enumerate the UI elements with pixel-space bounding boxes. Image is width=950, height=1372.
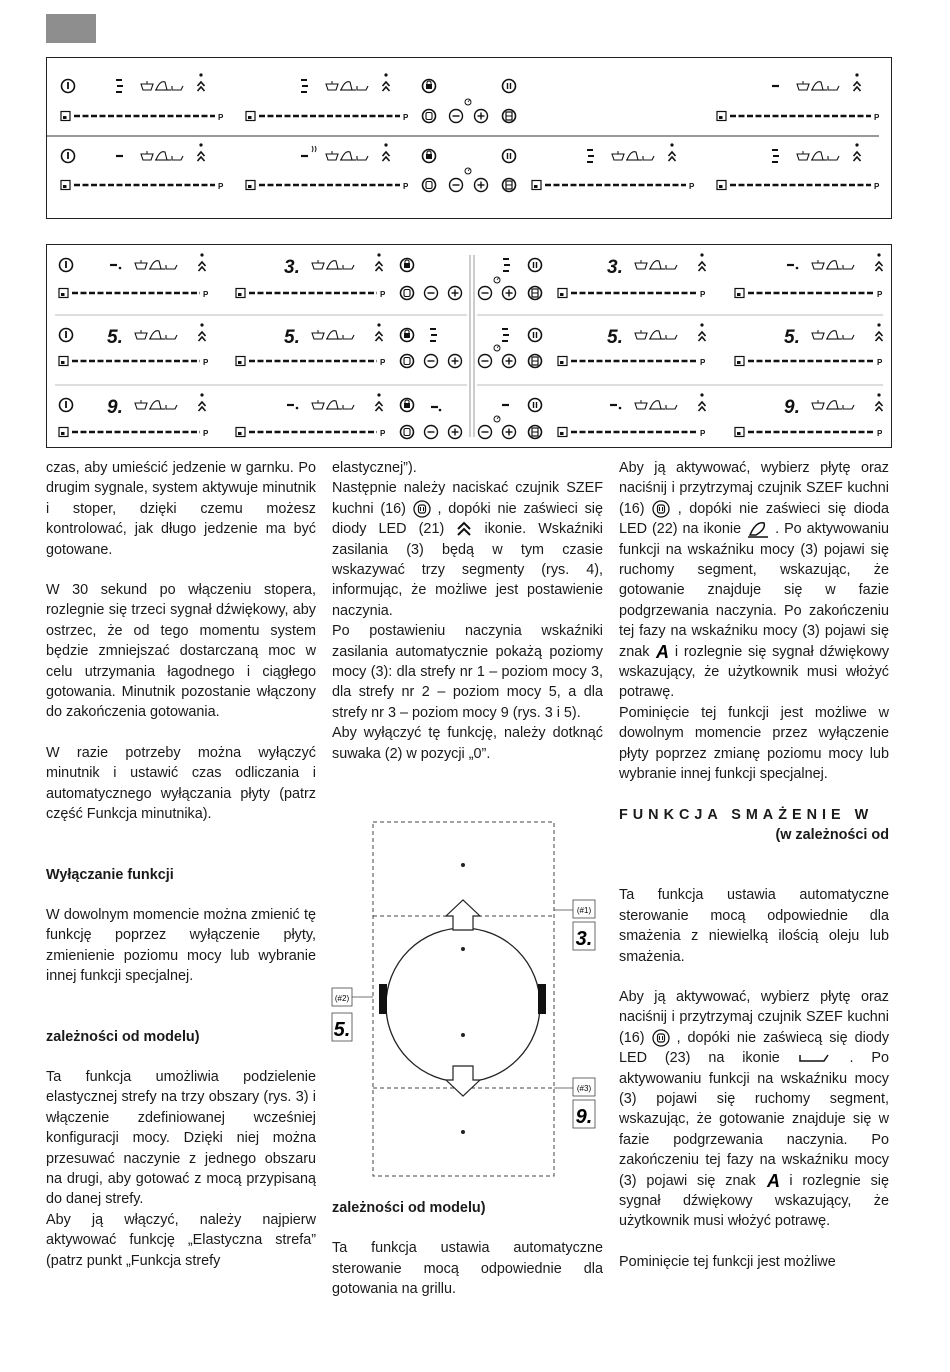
three-segment-indicator xyxy=(587,150,594,162)
header-gray-tab xyxy=(46,14,96,43)
arrow-down-icon xyxy=(446,1066,480,1096)
double-chevron-up-icon xyxy=(376,393,383,411)
pause-icon xyxy=(503,150,516,163)
chef-icon xyxy=(401,426,414,439)
double-chevron-up-icon xyxy=(876,253,883,271)
pot-icons xyxy=(312,400,354,409)
flexible-zone-icon xyxy=(529,426,542,439)
lock-icon xyxy=(401,399,414,412)
pot-icons xyxy=(141,151,183,160)
control-panel-1-drawing xyxy=(47,58,891,218)
zone-label-2: (#2) xyxy=(334,994,350,1003)
chef-icon xyxy=(423,179,436,192)
zone-display-1: 3. xyxy=(575,928,593,950)
power-slider xyxy=(558,357,706,368)
minus-icon xyxy=(425,426,438,439)
slider-max-label: P xyxy=(203,358,209,367)
paragraph: Ta funkcja ustawia automatyczne sterowanie mocą odpowiednie dla gotowania na grillu. xyxy=(332,1240,603,1298)
segment-a-icon xyxy=(655,642,669,662)
power-slider xyxy=(61,181,224,192)
slider-max-label: P xyxy=(700,358,706,367)
paragraph: Pominięcie tej funkcji jest możliwe xyxy=(619,1253,836,1270)
slider-max-label: P xyxy=(700,290,706,299)
minus-icon xyxy=(479,426,492,439)
section-heading: (w zależności od xyxy=(775,826,889,843)
pot-icons xyxy=(797,81,839,90)
power-slider xyxy=(735,428,883,439)
minus-icon xyxy=(479,287,492,300)
lock-icon xyxy=(423,80,436,93)
slider-max-label: P xyxy=(877,429,883,438)
three-segment-indicator xyxy=(116,80,123,92)
paragraph: Ta funkcja ustawia automatyczne sterowanie mocą odpowiednie dla smażenia z niewielką ilością oleju lub smażenia. xyxy=(619,887,889,965)
decimal-dot xyxy=(619,407,622,410)
pot-icons xyxy=(326,151,368,160)
chef-sensor-icon xyxy=(413,499,431,519)
minus-icon xyxy=(479,355,492,368)
three-segment-indicator xyxy=(503,259,510,271)
pot-icons xyxy=(812,330,854,339)
power-icon xyxy=(62,80,75,93)
pause-icon xyxy=(529,399,542,412)
three-segment-indicator xyxy=(301,80,308,92)
double-chevron-up-icon xyxy=(383,143,390,161)
pot-icons xyxy=(612,151,654,160)
control-panel-figure-1 xyxy=(46,57,892,219)
frying-pan-icon xyxy=(798,1051,832,1065)
pause-icon xyxy=(529,329,542,342)
paragraph: Aby wyłączyć tę funkcję, należy dotknąć suwaka (2) w pozycji „0”. xyxy=(332,725,603,762)
minus-icon xyxy=(425,355,438,368)
double-chevron-up-icon xyxy=(456,521,472,537)
power-display: 3. xyxy=(607,257,623,278)
segment-a-icon xyxy=(766,1171,780,1191)
decimal-dot xyxy=(119,267,122,270)
three-segment-indicator xyxy=(502,329,509,341)
double-chevron-up-icon xyxy=(876,393,883,411)
text: ikonie. Wskaźniki zasilania (3) będą w tym czasie wskazywać trzy segmenty (rys. 4), informując, że możliwe jest postawienie naczynia. xyxy=(332,521,603,619)
pot-icons xyxy=(635,330,677,339)
pot-icons xyxy=(312,260,354,269)
zone-label-1: (#1) xyxy=(576,906,592,915)
power-display: 5. xyxy=(607,327,623,348)
text: . Po aktywowaniu funkcji na wskaźniku mocy (3) pojawi się ruchomy segment, wskazując, że gotowanie znajduje się w fazie podgrzewania naczynia. Po zakończeniu tej fazy na wskaźniku mocy (3) pojawi się znak xyxy=(619,521,890,660)
pause-icon xyxy=(529,259,542,272)
slider-max-label: P xyxy=(380,290,386,299)
text: , dopóki nie zaświeci się dioda LED (22) na ikonie xyxy=(619,500,889,538)
power-slider xyxy=(236,357,386,368)
heating-bar-right xyxy=(538,984,546,1014)
double-chevron-up-icon xyxy=(376,253,383,271)
pot-icons xyxy=(635,260,677,269)
arrow-up-icon xyxy=(446,900,480,930)
heating-bar-left xyxy=(379,984,387,1014)
text-column-2-lower xyxy=(332,1198,603,1300)
flexible-zone-icon xyxy=(529,355,542,368)
svg-text:A: A xyxy=(766,1170,780,1191)
section-heading: FUNKCJA SMAŻENIE W xyxy=(619,806,874,823)
control-panel-figure-2 xyxy=(46,244,892,448)
power-display: 9. xyxy=(107,397,123,418)
power-icon xyxy=(60,329,73,342)
lock-icon xyxy=(423,150,436,163)
pot-icons xyxy=(312,330,354,339)
paragraph: Aby ją włączyć, należy najpierw aktywować funkcję „Elastyczna strefa” (patrz punkt „Funkcja strefy xyxy=(46,1211,316,1269)
paragraph: czas, aby umieścić jedzenie w garnku. Po drugim sygnale, system aktywuje minutnik i stoper, dzięki czemu możesz kontrolować, jak długo jedzenie ma być gotowane. xyxy=(46,460,316,558)
pot-icons xyxy=(797,151,839,160)
text: Aby ją aktywować, wybierz płytę oraz naciśnij i przytrzymaj czujnik SZEF kuchni (16) xyxy=(619,988,889,1046)
power-slider xyxy=(59,289,209,300)
double-chevron-up-icon xyxy=(199,393,206,411)
flexible-zone-icon xyxy=(503,110,516,123)
power-icon xyxy=(62,150,75,163)
power-display: 9. xyxy=(784,397,800,418)
chef-sensor-icon xyxy=(652,499,670,519)
double-chevron-up-icon xyxy=(198,73,205,91)
minus-icon xyxy=(450,179,463,192)
slider-max-label: P xyxy=(403,113,409,122)
text-column-3 xyxy=(619,458,889,1272)
three-segment-indicator xyxy=(430,329,437,341)
timer-icon xyxy=(494,277,500,283)
text: Aby ją aktywować, wybierz płytę oraz naciśnij i przytrzymaj czujnik SZEF kuchni (16) xyxy=(619,460,889,517)
slider-max-label: P xyxy=(689,182,695,191)
paragraph: W 30 sekund po włączeniu stopera, rozlegnie się trzeci sygnał dźwiękowy, aby ostrzec, że od tego momentu system będzie zmniejszać dostarczaną moc w celu utrzymania łagodnego i ciągłego gotowania. Minutnik pozostanie włączony do zakończenia gotowania. xyxy=(46,582,316,721)
plus-icon xyxy=(503,355,516,368)
minus-icon xyxy=(425,287,438,300)
double-chevron-up-icon xyxy=(199,253,206,271)
power-slider xyxy=(532,181,695,192)
lock-icon xyxy=(401,259,414,272)
control-panel-2-drawing xyxy=(47,245,891,447)
decimal-dot xyxy=(439,409,442,412)
power-display: 5. xyxy=(784,327,800,348)
slider-max-label: P xyxy=(874,113,880,122)
power-display: 5. xyxy=(107,327,123,348)
plus-icon xyxy=(475,179,488,192)
slider-max-label: P xyxy=(877,358,883,367)
paragraph: W razie potrzeby można wyłączyć minutnik i ustawić czas odliczania i automatycznego wyłączania płyty (patrz część Funkcja minutnika). xyxy=(46,744,316,823)
double-chevron-up-icon xyxy=(383,73,390,91)
timer-icon xyxy=(465,168,471,174)
power-slider xyxy=(61,112,224,123)
double-chevron-up-icon xyxy=(198,143,205,161)
svg-text:A: A xyxy=(656,641,670,662)
pause-icon xyxy=(503,80,516,93)
zone-display-3: 9. xyxy=(575,1106,593,1128)
pot-icons xyxy=(326,81,368,90)
paragraph: Po postawieniu naczynia wskaźniki zasilania automatycznie pokażą poziomy mocy (3): dla strefy nr 1 – poziom mocy 3, dla strefy nr 2 – poziom mocy 5, a dla strefy nr 3 – poziom mocy 9 (rys. 3 i 5). xyxy=(332,623,603,721)
decimal-dot xyxy=(796,267,799,270)
grill-icon xyxy=(746,519,770,539)
text: i rozlegnie się sygnał dźwiękowy wskazujący, że użytkownik musi włożyć potrawę. xyxy=(619,643,890,701)
power-slider xyxy=(246,112,409,123)
minus-icon xyxy=(450,110,463,123)
three-segment-indicator xyxy=(772,150,779,162)
plus-icon xyxy=(449,287,462,300)
timer-icon xyxy=(494,345,500,351)
text: , dopóki nie zaświeci się diody LED (21) xyxy=(332,500,604,538)
double-chevron-up-icon xyxy=(876,323,883,341)
double-chevron-up-icon xyxy=(854,73,861,91)
double-chevron-up-icon xyxy=(376,323,383,341)
power-icon xyxy=(60,259,73,272)
section-heading: Wyłączanie funkcji xyxy=(46,866,174,883)
power-slider xyxy=(735,357,883,368)
zone-display-2: 5. xyxy=(333,1019,351,1041)
timer-icon xyxy=(494,416,500,422)
double-chevron-up-icon xyxy=(199,323,206,341)
pot-icons xyxy=(135,400,177,409)
power-display: 3. xyxy=(284,257,300,278)
flexible-zone-icon xyxy=(529,287,542,300)
lock-icon xyxy=(401,329,414,342)
power-slider xyxy=(717,112,880,123)
slider-max-label: P xyxy=(403,182,409,191)
text: . Po aktywowaniu funkcji na wskaźniku mocy (3) pojawi się ruchomy segment, wskazując, że gotowanie znajduje się w fazie podgrzewania naczynia. Po zakończeniu tej fazy na wskaźniku mocy (3) pojawi się znak xyxy=(619,1050,890,1189)
power-slider xyxy=(717,181,880,192)
pot-icons xyxy=(135,260,177,269)
power-slider xyxy=(236,289,386,300)
chef-icon xyxy=(401,287,414,300)
text: , dopóki nie zaświecą się diody LED (23) na ikonie xyxy=(619,1029,890,1067)
cooking-zone-circle xyxy=(386,928,540,1082)
text: Następnie należy naciskać czujnik SZEF kuchni (16) xyxy=(332,480,603,517)
flexible-zone-diagram xyxy=(330,820,598,1180)
plus-icon xyxy=(475,110,488,123)
steam-icon xyxy=(312,146,316,152)
pot-icons xyxy=(135,330,177,339)
section-heading: zależności od modelu) xyxy=(46,1028,200,1045)
power-slider xyxy=(59,357,209,368)
double-chevron-up-icon xyxy=(699,393,706,411)
plus-icon xyxy=(449,355,462,368)
power-slider xyxy=(558,428,706,439)
double-chevron-up-icon xyxy=(699,323,706,341)
double-chevron-up-icon xyxy=(669,143,676,161)
slider-max-label: P xyxy=(874,182,880,191)
paragraph xyxy=(619,458,889,703)
power-slider xyxy=(59,428,209,439)
pot-icons xyxy=(812,260,854,269)
slider-max-label: P xyxy=(700,429,706,438)
text-column-2 xyxy=(332,458,603,764)
power-slider xyxy=(558,289,706,300)
timer-icon xyxy=(465,99,471,105)
paragraph: Pominięcie tej funkcji jest możliwe w dowolnym momencie przez wyłączenie płyty poprzez zmianę poziomu mocy lub wybranie innej funkcji specjalnej. xyxy=(619,704,889,783)
plus-icon xyxy=(503,287,516,300)
plus-icon xyxy=(503,426,516,439)
paragraph: elastycznej”). xyxy=(332,460,417,476)
power-icon xyxy=(60,399,73,412)
power-display: 5. xyxy=(284,327,300,348)
double-chevron-up-icon xyxy=(854,143,861,161)
slider-max-label: P xyxy=(380,429,386,438)
slider-max-label: P xyxy=(218,113,224,122)
slider-max-label: P xyxy=(203,429,209,438)
power-slider xyxy=(246,181,409,192)
pot-icons xyxy=(141,81,183,90)
section-heading: zależności od modelu) xyxy=(332,1200,486,1216)
flexible-zone-icon xyxy=(503,179,516,192)
double-chevron-up-icon xyxy=(699,253,706,271)
text-column-1 xyxy=(46,458,316,1271)
paragraph xyxy=(332,478,603,621)
slider-max-label: P xyxy=(877,290,883,299)
chef-icon xyxy=(423,110,436,123)
power-slider xyxy=(236,428,386,439)
pot-icons xyxy=(812,400,854,409)
chef-sensor-icon xyxy=(652,1028,670,1048)
paragraph: Ta funkcja umożliwia podzielenie elastycznej strefy na trzy obszary (rys. 3) i włączenie zdefiniowanej wcześniej konfiguracji mocy. Dzięki niej można przesuwać naczynie z jednego obszaru na drugi, aby gotować z mocą przypisaną do danej strefy. xyxy=(46,1068,316,1208)
pot-icons xyxy=(635,400,677,409)
slider-max-label: P xyxy=(218,182,224,191)
zone-label-3: (#3) xyxy=(576,1084,592,1093)
paragraph: W dowolnym momencie można zmienić tę funkcję poprzez wyłączenie płyty, zmienienie poziomu mocy lub wybranie innej funkcji specjalnej. xyxy=(46,906,316,985)
slider-max-label: P xyxy=(380,358,386,367)
plus-icon xyxy=(449,426,462,439)
chef-icon xyxy=(401,355,414,368)
power-slider xyxy=(735,289,883,300)
text: i rozlegnie się sygnał dźwiękowy wskazujący, że użytkownik musi włożyć potrawę. xyxy=(619,1172,890,1230)
decimal-dot xyxy=(296,407,299,410)
slider-max-label: P xyxy=(203,290,209,299)
paragraph xyxy=(619,987,889,1232)
